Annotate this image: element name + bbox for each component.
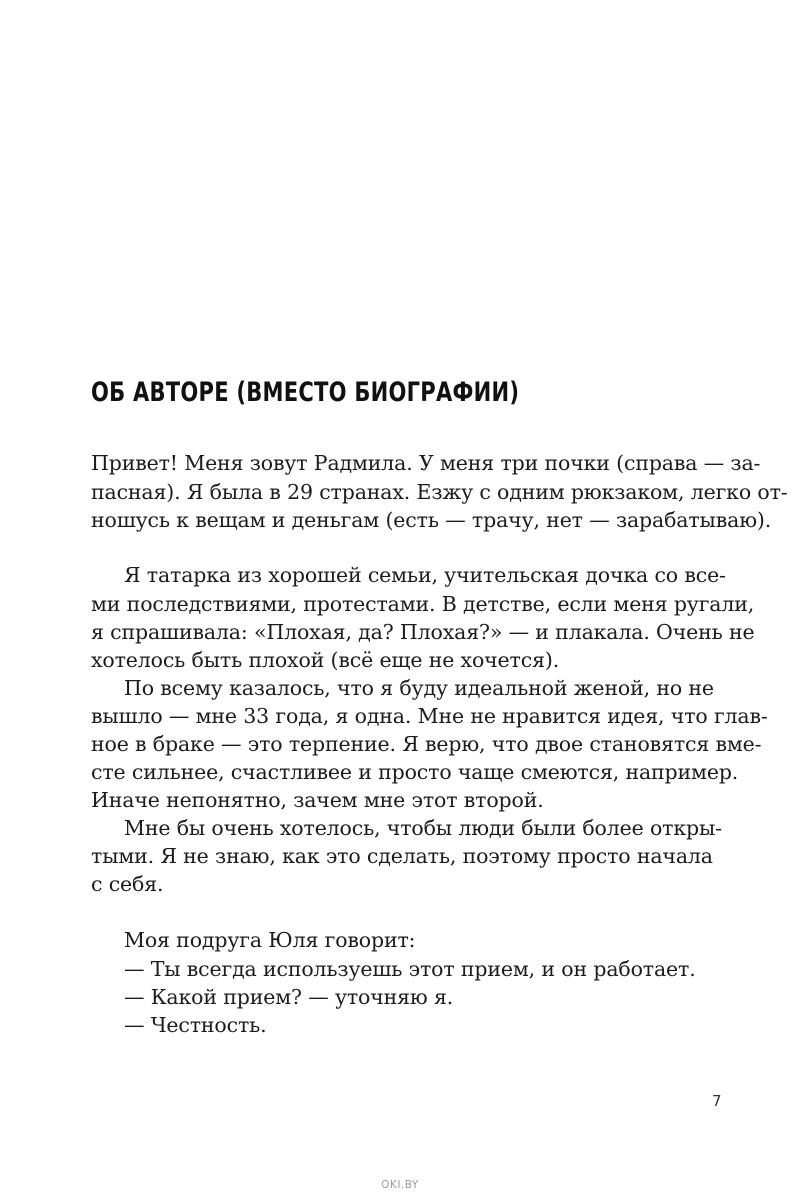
page-number: 7 <box>712 1092 722 1110</box>
chapter-heading: ОБ АВТОРЕ (ВМЕСТО БИОГРАФИИ) <box>91 377 520 408</box>
text-line: хотелось быть плохой (всё еще не хочется). <box>91 648 560 672</box>
source-watermark: OKI.BY <box>381 1179 419 1191</box>
dialogue-line: — Честность. <box>124 1013 267 1037</box>
text-line: Моя подруга Юля говорит: <box>124 928 416 952</box>
text-line: Мне бы очень хотелось, чтобы люди были более откры- <box>124 816 722 840</box>
dialogue-line: — Ты всегда используешь этот прием, и он работает. <box>124 957 696 981</box>
text-line: с себя. <box>91 872 164 896</box>
text-line: Иначе непонятно, зачем мне этот второй. <box>91 788 544 812</box>
text-line: Я татарка из хорошей семьи, учительская дочка со все- <box>124 563 726 587</box>
text-line: ное в браке — это терпение. Я верю, что двое становятся вме- <box>91 732 762 756</box>
text-line: я спрашивала: «Плохая, да? Плохая?» — и плакала. Очень не <box>91 620 755 644</box>
text-line: По всему казалось, что я буду идеальной женой, но не <box>124 676 714 700</box>
text-line: сте сильнее, счастливее и просто чаще смеются, например. <box>91 760 739 784</box>
text-line: пасная). Я была в 29 странах. Езжу с одним рюкзаком, легко от- <box>91 480 788 504</box>
text-line: вышло — мне 33 года, я одна. Мне не нравится идея, что глав- <box>91 704 768 728</box>
dialogue-line: — Какой прием? — уточняю я. <box>124 985 454 1009</box>
text-line: ми последствиями, протестами. В детстве, если меня ругали, <box>91 592 755 616</box>
text-line: Привет! Меня зовут Радмила. У меня три почки (справа — за- <box>91 451 761 475</box>
text-line: тыми. Я не знаю, как это сделать, поэтому просто начала <box>91 844 713 868</box>
text-line: ношусь к вещам и деньгам (есть — трачу, нет — зарабатываю). <box>91 508 772 532</box>
